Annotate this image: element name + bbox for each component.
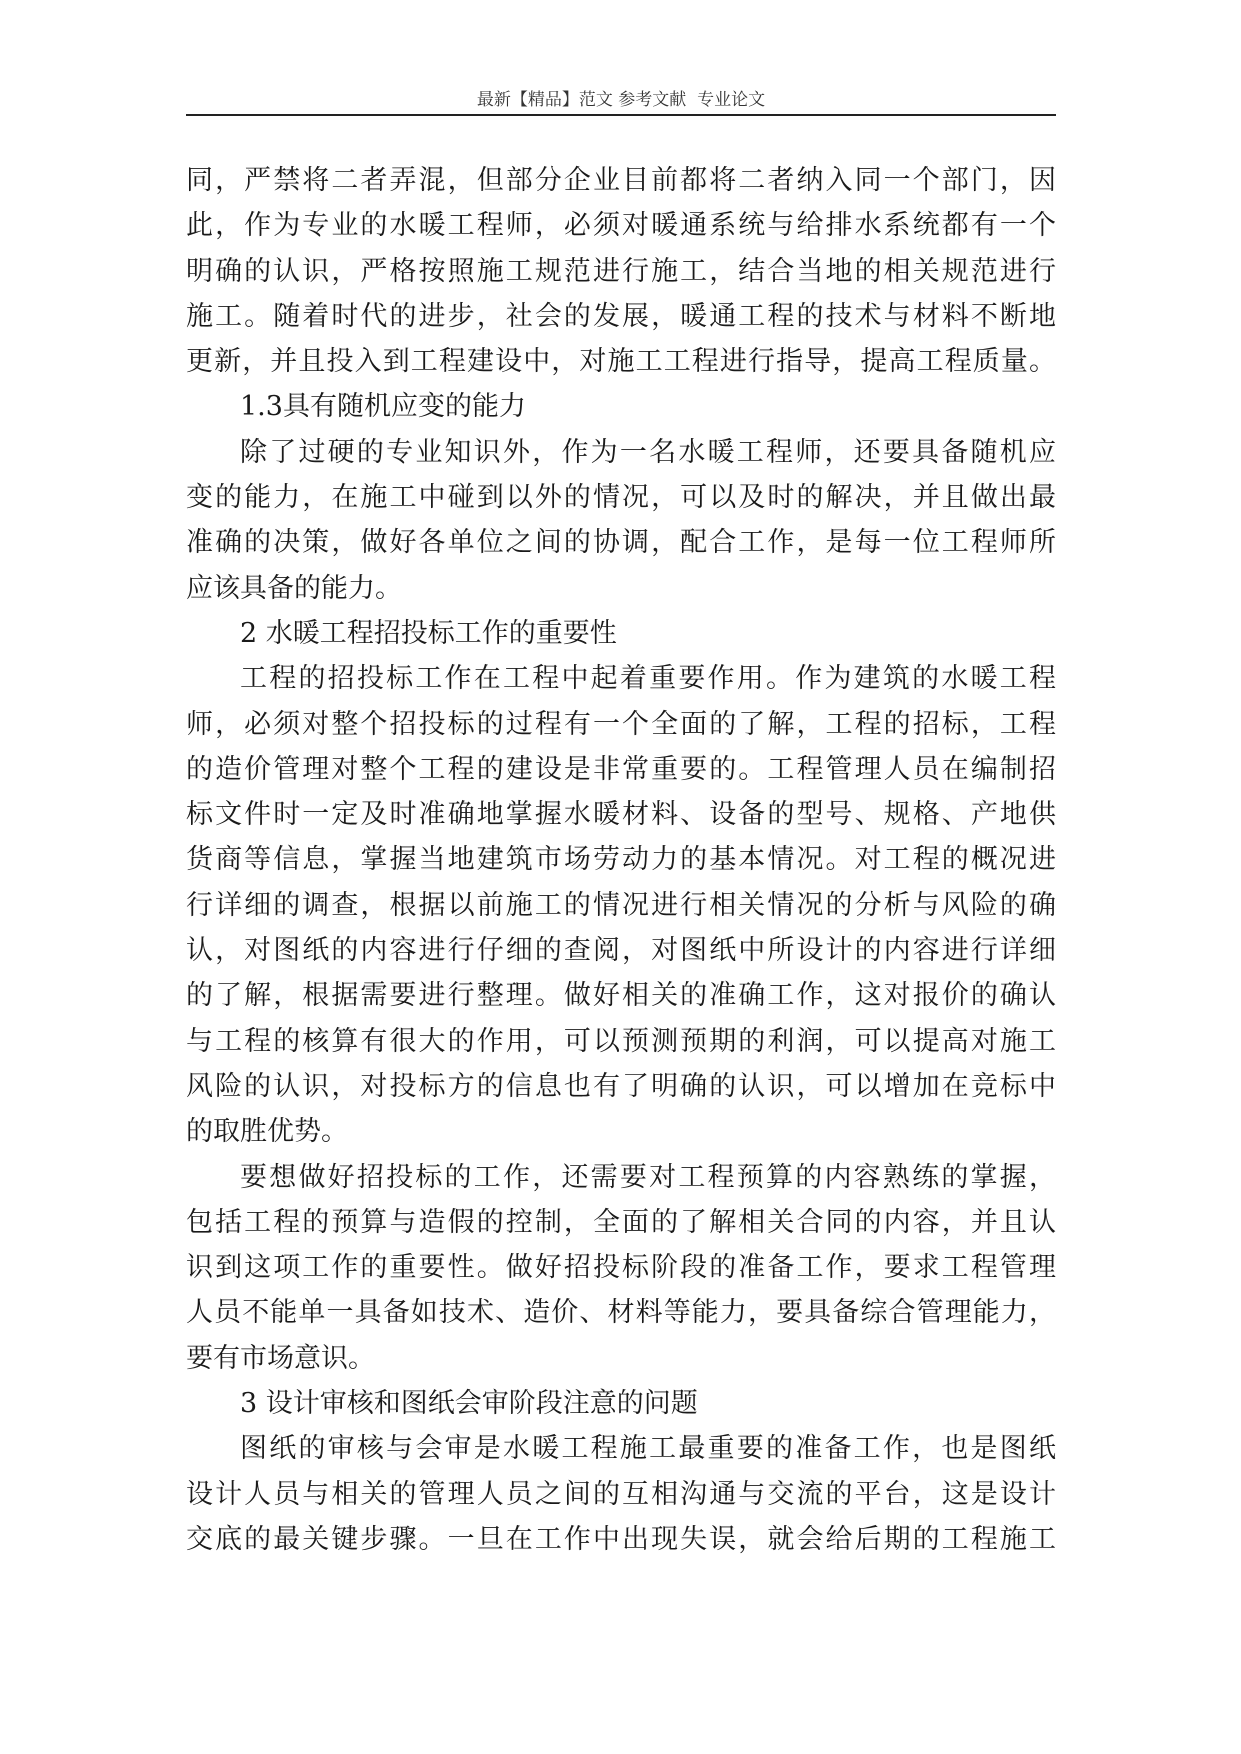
- text-line: 更新，并且投入到工程建设中，对施工工程进行指导，提高工程质量。: [186, 346, 1056, 378]
- text-line: 标文件时一定及时准确地掌握水暖材料、设备的型号、规格、产地供: [186, 799, 1056, 831]
- text-line: 施工。随着时代的进步，社会的发展，暖通工程的技术与材料不断地: [186, 300, 1056, 332]
- text-line: 要想做好招投标的工作，还需要对工程预算的内容熟练的掌握，: [240, 1161, 1056, 1193]
- text-line: 的了解，根据需要进行整理。做好相关的准确工作，这对报价的确认: [186, 980, 1056, 1012]
- page-header: 最新【精品】范文 参考文献 专业论文: [476, 90, 766, 110]
- document-body: [186, 158, 1056, 1562]
- text-line: 行详细的调查，根据以前施工的情况进行相关情况的分析与风险的确: [186, 889, 1056, 921]
- text-line: 与工程的核算有很大的作用，可以预测预期的利润，可以提高对施工: [186, 1025, 1056, 1057]
- text-line: 准确的决策，做好各单位之间的协调，配合工作，是每一位工程师所: [186, 527, 1056, 559]
- text-line: 同，严禁将二者弄混，但部分企业目前都将二者纳入同一个部门，因: [186, 165, 1056, 196]
- section-heading: 2 水暖工程招投标工作的重要性: [240, 617, 617, 649]
- text-line: 工程的招投标工作在工程中起着重要作用。作为建筑的水暖工程: [240, 663, 1056, 695]
- text-line: 认，对图纸的内容进行仔细的查阅，对图纸中所设计的内容进行详细: [186, 935, 1056, 967]
- text-line: 设计人员与相关的管理人员之间的互相沟通与交流的平台，这是设计: [186, 1478, 1056, 1510]
- text-line: 应该具备的能力。: [186, 572, 402, 604]
- section-heading: 3 设计审核和图纸会审阶段注意的问题: [240, 1388, 698, 1420]
- text-line: 要有市场意识。: [186, 1342, 375, 1374]
- text-line: 包括工程的预算与造假的控制，全面的了解相关合同的内容，并且认: [186, 1206, 1056, 1238]
- text-line: 除了过硬的专业知识外，作为一名水暖工程师，还要具备随机应: [240, 436, 1056, 468]
- section-heading: 1.3具有随机应变的能力: [240, 391, 526, 423]
- text-line: 的取胜优势。: [186, 1116, 348, 1148]
- header-rule: [186, 114, 1056, 116]
- text-line: 明确的认识，严格按照施工规范进行施工，结合当地的相关规范进行: [186, 255, 1056, 287]
- text-line: 风险的认识，对投标方的信息也有了明确的认识，可以增加在竞标中: [186, 1070, 1056, 1102]
- text-line: 此，作为专业的水暖工程师，必须对暖通系统与给排水系统都有一个: [186, 210, 1056, 242]
- text-line: 师，必须对整个招投标的过程有一个全面的了解，工程的招标，工程: [186, 708, 1056, 740]
- text-line: 交底的最关键步骤。一旦在工作中出现失误，就会给后期的工程施工: [186, 1523, 1056, 1555]
- text-line: 识到这项工作的重要性。做好招投标阶段的准备工作，要求工程管理: [186, 1252, 1056, 1284]
- text-line: 变的能力，在施工中碰到以外的情况，可以及时的解决，并且做出最: [186, 482, 1056, 514]
- text-line: 人员不能单一具备如技术、造价、材料等能力，要具备综合管理能力，: [186, 1297, 1056, 1329]
- text-line: 图纸的审核与会审是水暖工程施工最重要的准备工作，也是图纸: [240, 1433, 1056, 1465]
- text-line: 的造价管理对整个工程的建设是非常重要的。工程管理人员在编制招: [186, 753, 1056, 785]
- text-line: 货商等信息，掌握当地建筑市场劳动力的基本情况。对工程的概况进: [186, 844, 1056, 876]
